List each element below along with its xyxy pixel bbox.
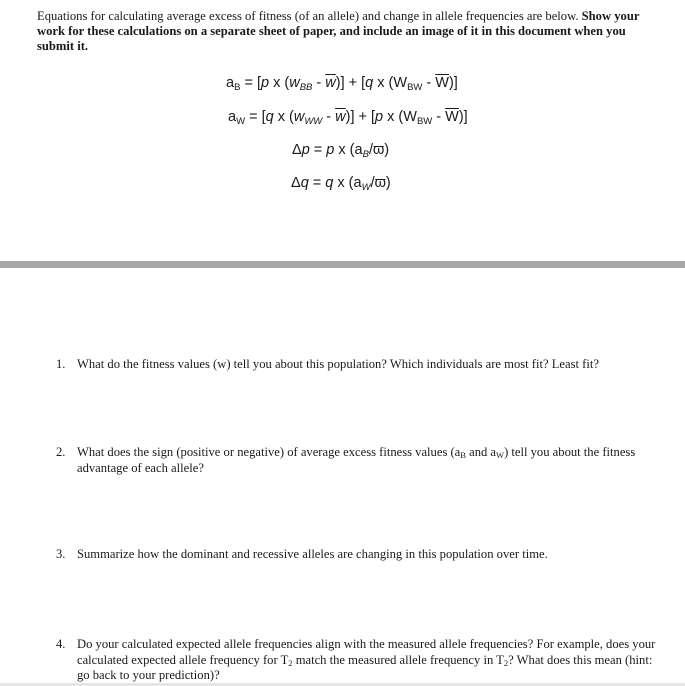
question-text: What do the fitness values (w) tell you about this population? Which individuals are most fit? Least fit? xyxy=(77,357,599,371)
question-text-part: ) tell you about the fitness advantage of each allele? xyxy=(77,445,636,475)
eq1-mean-fitness: $\overline{w}$ xyxy=(325,75,336,91)
question-text: Summarize how the dominant and recessive alleles are changing in this population over time. xyxy=(77,547,548,561)
question-text xyxy=(77,445,656,476)
instructions-bold-text: Show your work for these calculations on a separate sheet of paper, and include an image of it in this document when you submit it. xyxy=(37,9,640,53)
instructions-paragraph xyxy=(37,9,662,54)
eq1-lhs-sub: B xyxy=(234,82,241,93)
eq4-tail: /ϖ) xyxy=(370,175,391,191)
eq1-part: = [ xyxy=(240,75,261,91)
eq2-var-q: q xyxy=(265,109,274,125)
eq3-a-sub: B xyxy=(362,149,369,160)
section-divider xyxy=(0,261,685,268)
eq2-part: - xyxy=(432,109,446,125)
question-1 xyxy=(56,357,656,373)
question-text-part: and a xyxy=(465,445,497,459)
eq3-var-2: p xyxy=(326,142,335,158)
eq3-delta: Δ xyxy=(292,142,302,158)
eq2-fitness-w: w xyxy=(293,109,305,125)
eq1-part: - xyxy=(312,75,326,91)
eq2-mean-fitness-2: $\overline{W}$ xyxy=(445,109,459,125)
eq1-fitness-w: w xyxy=(289,75,300,91)
eq2-fitness-sub: WW xyxy=(304,116,323,127)
question-text-part: ? What does this mean (hint: go back to your prediction)? xyxy=(77,652,653,682)
eq2-part: )] + [ xyxy=(345,109,376,125)
eq4-a-sub: W xyxy=(361,182,371,193)
eq1-part: )] + [ xyxy=(335,75,366,91)
eq2-fitness-sub-bw: BW xyxy=(416,116,433,127)
question-text-part: What does the sign (positive or negative) of average excess fitness values (a xyxy=(77,445,461,459)
eq4-times: x ( xyxy=(333,175,354,191)
eq2-part: - xyxy=(322,109,336,125)
eq1-part: - xyxy=(422,75,436,91)
equation-delta-p xyxy=(292,141,389,159)
eq3-var: p xyxy=(301,142,310,158)
eq3-equals: = xyxy=(309,142,327,158)
eq1-fitness-sub-bw: BW xyxy=(407,82,423,93)
equation-average-excess-w xyxy=(228,108,468,126)
eq1-fitness-sub: BB xyxy=(299,82,313,93)
question-subscript: B xyxy=(460,450,466,460)
eq2-part: )] xyxy=(458,109,468,125)
question-number: 1. xyxy=(56,357,66,371)
eq2-part: x (W xyxy=(383,109,417,125)
eq1-part: )] xyxy=(448,75,458,91)
eq4-equals: = xyxy=(308,175,326,191)
question-4 xyxy=(56,637,656,684)
eq4-delta: Δ xyxy=(291,175,301,191)
question-text xyxy=(77,637,656,684)
question-text-part: Do your calculated expected allele frequencies align with the measured allele frequencies? For example, does your calculated expected allele frequency for T xyxy=(77,637,656,667)
eq4-var-2: q xyxy=(325,175,334,191)
question-number: 2. xyxy=(56,445,66,459)
eq3-a: a xyxy=(354,142,363,158)
eq2-lhs: a xyxy=(228,109,237,125)
eq1-mean-fitness-2: $\overline{W}$ xyxy=(435,75,449,91)
question-subscript: W xyxy=(496,450,505,460)
eq2-mean-fitness: $\overline{w}$ xyxy=(335,109,346,125)
eq2-part: = [ xyxy=(245,109,266,125)
eq1-part: x (W xyxy=(373,75,408,91)
question-subscript: 2 xyxy=(288,657,293,668)
eq2-lhs-sub: W xyxy=(236,116,246,127)
question-text-part: match the measured allele frequency in T xyxy=(292,652,504,667)
question-number: 3. xyxy=(56,547,66,561)
eq2-var-p: p xyxy=(375,109,384,125)
eq4-a: a xyxy=(353,175,362,191)
question-number: 4. xyxy=(56,637,66,651)
eq2-part: x ( xyxy=(273,109,294,125)
eq1-part: x ( xyxy=(269,75,290,91)
question-subscript: 2 xyxy=(503,657,509,668)
instructions-text: Equations for calculating average excess of fitness (of an allele) and change in allele frequencies are below. xyxy=(37,9,579,23)
eq3-tail: /ϖ) xyxy=(368,142,390,158)
eq1-lhs: a xyxy=(226,75,235,91)
equation-delta-q xyxy=(291,174,391,192)
equation-average-excess-b xyxy=(226,74,458,92)
eq3-times: x ( xyxy=(334,142,355,158)
eq1-var-q: q xyxy=(365,75,374,91)
question-3 xyxy=(56,547,656,563)
question-2 xyxy=(56,445,656,476)
eq1-var-p: p xyxy=(260,75,270,91)
eq4-var: q xyxy=(300,175,309,191)
